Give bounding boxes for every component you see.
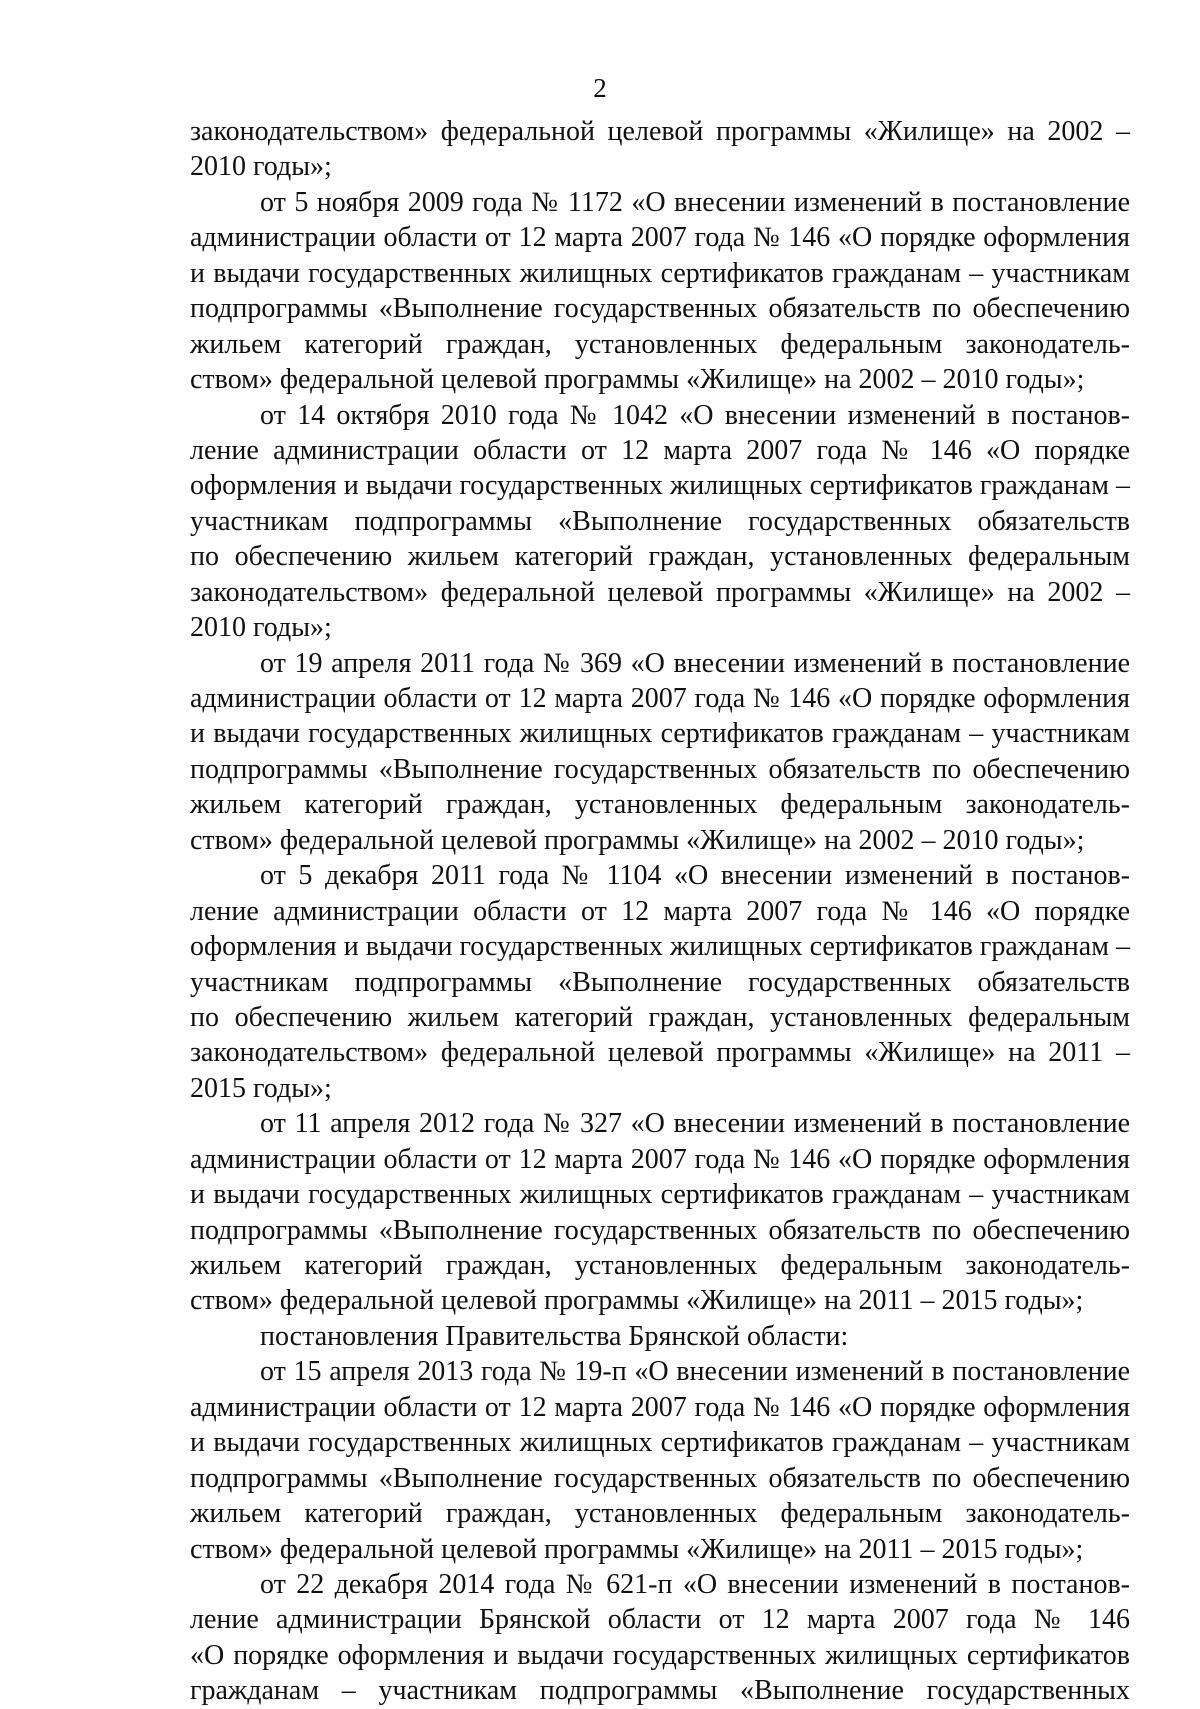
text-line: участникам подпрограммы «Выполнение государственных обязательств [190, 966, 1130, 998]
text-line: ление администрации Брянской области от 12 марта 2007 года № 146 [190, 1604, 1130, 1636]
text-line: законодательством» федеральной целевой программы «Жилище» на 2002 – [190, 116, 1130, 147]
text-line: и выдачи государственных жилищных сертификатов гражданам – участникам [190, 718, 1130, 750]
text-line: от 14 октября 2010 года № 1042 «О внесении изменений в постанов- [260, 399, 1130, 431]
text-line: администрации области от 12 марта 2007 года № 146 «О порядке оформления [190, 1143, 1130, 1175]
text-line: ством» федеральной целевой программы «Жилище» на 2002 – 2010 годы»; [190, 824, 1085, 856]
text-line: от 19 апреля 2011 года № 369 «О внесении изменений в постановление [260, 647, 1130, 679]
text-line: подпрограммы «Выполнение государственных обязательств по обеспечению [190, 1214, 1130, 1246]
text-line: ством» федеральной целевой программы «Жилище» на 2011 – 2015 годы»; [190, 1285, 1084, 1317]
text-line: 2010 годы»; [190, 151, 332, 183]
text-line: администрации области от 12 марта 2007 года № 146 «О порядке оформления [190, 222, 1130, 254]
text-line: постановления Правительства Брянской области: [260, 1320, 849, 1352]
text-line: подпрограммы «Выполнение государственных обязательств по обеспечению [190, 293, 1130, 325]
text-line: и выдачи государственных жилищных сертификатов гражданам – участникам [190, 1427, 1130, 1459]
text-line: участникам подпрограммы «Выполнение государственных обязательств [190, 505, 1130, 537]
text-line: 2015 годы»; [190, 1072, 332, 1104]
text-line: администрации области от 12 марта 2007 года № 146 «О порядке оформления [190, 1391, 1130, 1423]
text-line: по обеспечению жильем категорий граждан, установленных федеральным [190, 541, 1130, 573]
text-line: оформления и выдачи государственных жилищных сертификатов гражданам – [190, 470, 1130, 502]
text-line: 2010 годы»; [190, 612, 332, 644]
text-line: от 5 декабря 2011 года № 1104 «О внесении изменений в постанов- [260, 860, 1130, 892]
text-line: подпрограммы «Выполнение государственных обязательств по обеспечению [190, 753, 1130, 785]
text-line: администрации области от 12 марта 2007 года № 146 «О порядке оформления [190, 683, 1130, 714]
text-line: «О порядке оформления и выдачи государственных жилищных сертификатов [190, 1639, 1130, 1671]
text-line: ление администрации области от 12 марта 2007 года № 146 «О порядке [190, 434, 1130, 466]
text-line: законодательством» федеральной целевой программы «Жилище» на 2011 – [190, 1037, 1130, 1069]
text-line: законодательством» федеральной целевой программы «Жилище» на 2002 – [190, 576, 1130, 608]
text-line: и выдачи государственных жилищных сертификатов гражданам – участникам [190, 1179, 1130, 1211]
text-line: жильем категорий граждан, установленных федеральным законодатель- [190, 328, 1130, 360]
text-line: жильем категорий граждан, установленных федеральным законодатель- [190, 1498, 1130, 1530]
text-line: гражданам – участникам подпрограммы «Выполнение государственных [190, 1675, 1130, 1707]
text-line: по обеспечению жильем категорий граждан, установленных федеральным [190, 1001, 1130, 1033]
text-line: от 5 ноября 2009 года № 1172 «О внесении изменений в постановление [260, 186, 1130, 218]
text-line: ление администрации области от 12 марта 2007 года № 146 «О порядке [190, 895, 1130, 927]
text-line: подпрограммы «Выполнение государственных обязательств по обеспечению [190, 1462, 1130, 1494]
text-line: жильем категорий граждан, установленных федеральным законодатель- [190, 1250, 1130, 1281]
text-line: от 15 апреля 2013 года № 19-п «О внесении изменений в постановление [260, 1356, 1130, 1388]
text-line: ством» федеральной целевой программы «Жилище» на 2011 – 2015 годы»; [190, 1533, 1084, 1565]
text-line: от 11 апреля 2012 года № 327 «О внесении изменений в постановление [260, 1108, 1130, 1140]
text-line: оформления и выдачи государственных жилищных сертификатов гражданам – [190, 931, 1130, 963]
page-number: 2 [593, 73, 607, 103]
text-line: жильем категорий граждан, установленных федеральным законодатель- [190, 789, 1130, 821]
text-line: и выдачи государственных жилищных сертификатов гражданам – участникам [190, 257, 1130, 289]
text-line: ством» федеральной целевой программы «Жилище» на 2002 – 2010 годы»; [190, 364, 1085, 396]
document-body [190, 114, 1130, 1709]
text-line: от 22 декабря 2014 года № 621-п «О внесении изменений в постанов- [260, 1568, 1130, 1600]
